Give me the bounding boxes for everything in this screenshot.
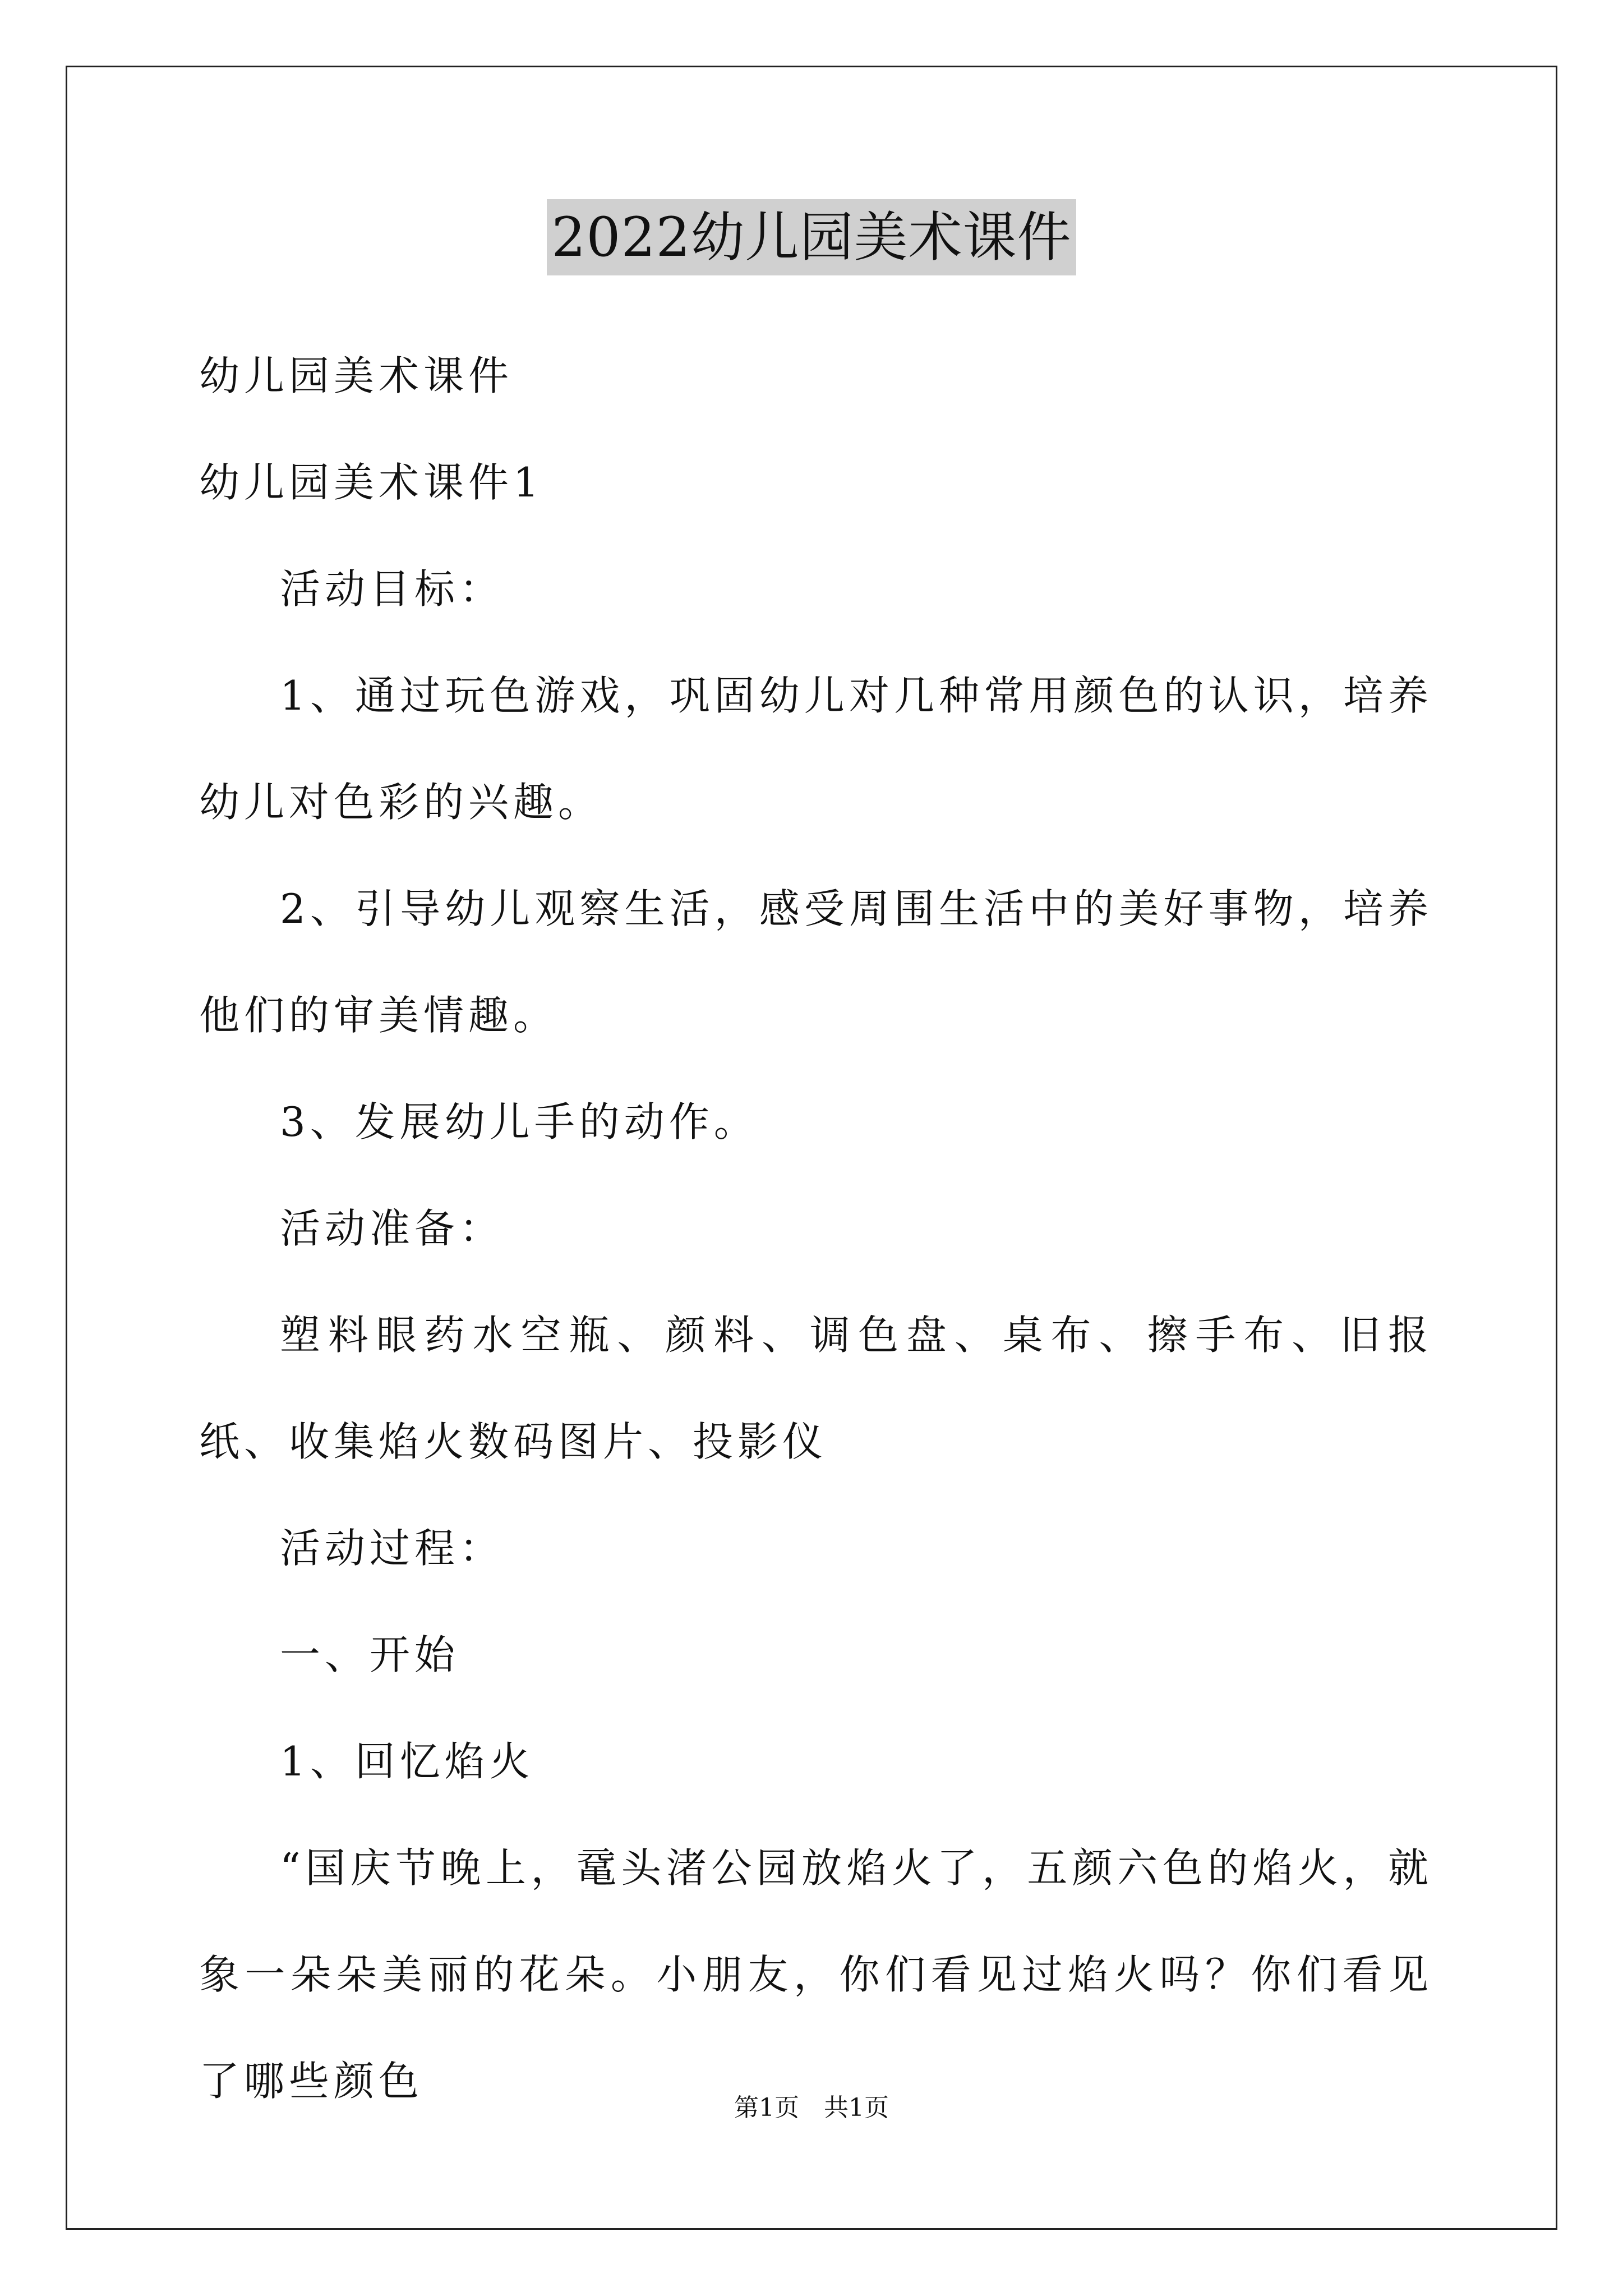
paragraph: 活动目标： [280, 565, 505, 613]
paragraph: 塑料眼药水空瓶、颜料、调色盘、桌布、擦手布、旧报纸、收集焰火数码图片、投影仪 [199, 1312, 1433, 1465]
paragraph: 幼儿园美术课件1 [199, 459, 543, 506]
paragraph: 1、回忆焰火 [280, 1738, 534, 1785]
paragraph: 一、开始 [280, 1631, 460, 1678]
document-title: 2022幼儿园美术课件 [547, 199, 1076, 275]
paragraph: 活动准备： [280, 1205, 505, 1252]
paragraph: 1、通过玩色游戏，巩固幼儿对几种常用颜色的认识，培养幼儿对色彩的兴趣。 [199, 672, 1433, 826]
page-footer [0, 2091, 1623, 2125]
paragraph: 幼儿园美术课件 [199, 352, 514, 399]
paragraph: 2、引导幼儿观察生活，感受周围生活中的美好事物，培养他们的审美情趣。 [199, 885, 1433, 1039]
document-body [199, 323, 1433, 2134]
paragraph: 活动过程： [280, 1525, 505, 1572]
title-container [0, 199, 1623, 275]
page-number: 第1页 共1页 [734, 2093, 889, 2122]
paragraph: “国庆节晚上，鼋头渚公园放焰火了，五颜六色的焰火，就象一朵朵美丽的花朵。小朋友，你们看见过焰火吗？你们看见了哪些颜色 [199, 1844, 1433, 2105]
paragraph: 3、发展幼儿手的动作。 [280, 1098, 759, 1145]
